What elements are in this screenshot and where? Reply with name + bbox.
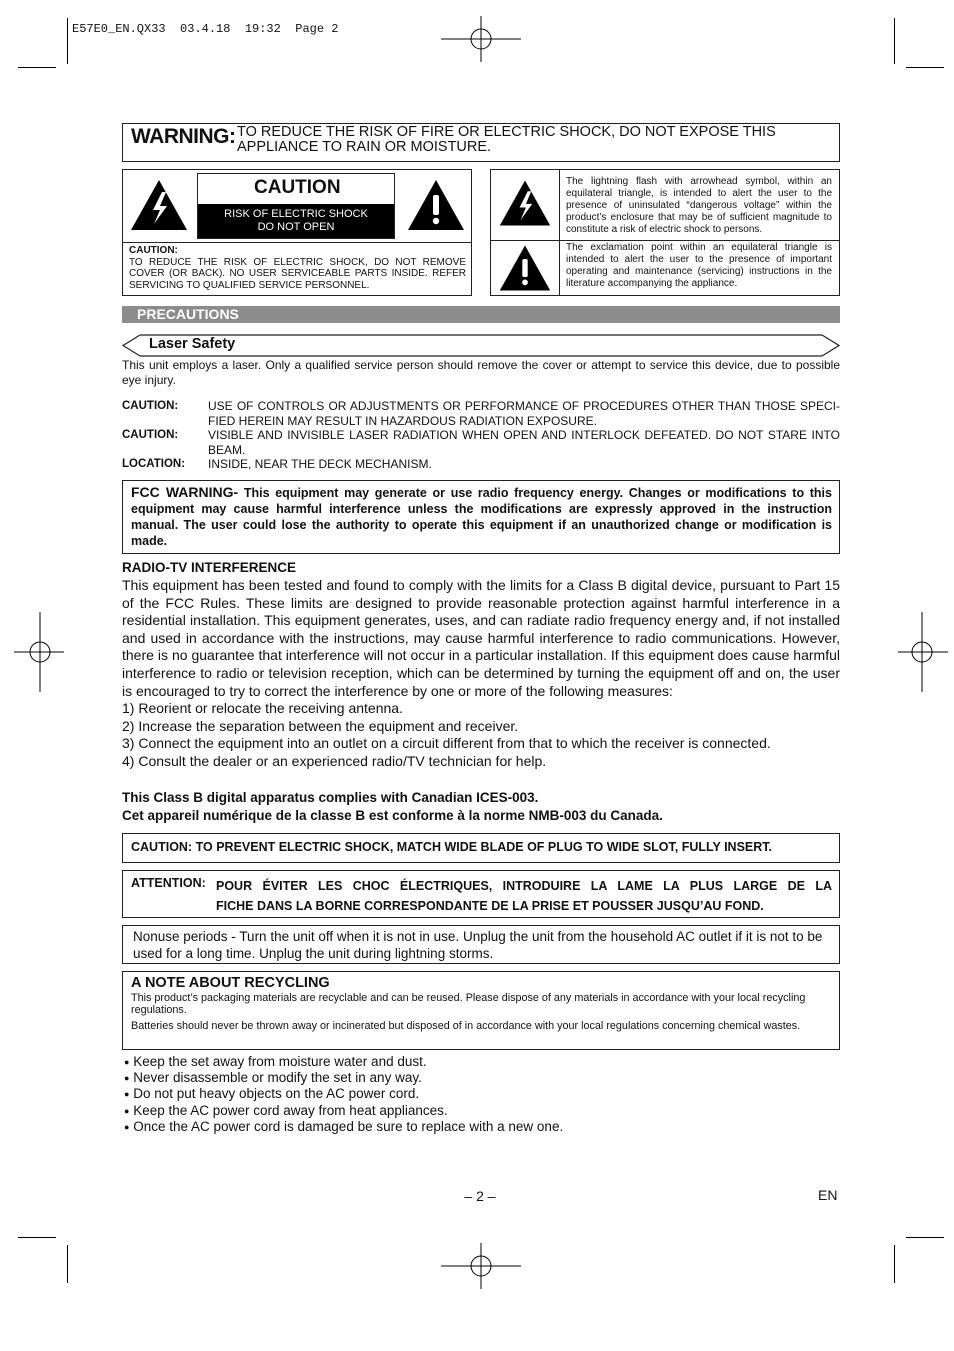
language-tag: EN bbox=[818, 1187, 838, 1203]
recycling-packaging: This product’s packaging materials are recyclable and can be reused. Please dispose of any materials in accordance with your local recycling regulations. bbox=[131, 992, 806, 1016]
lightning-cell bbox=[491, 170, 560, 240]
canada-line-en: This Class B digital apparatus complies with Canadian ICES-003. bbox=[122, 790, 539, 805]
caution-divider bbox=[123, 242, 471, 243]
plug-caution-box bbox=[122, 833, 840, 863]
plug-caution-label: CAUTION: bbox=[131, 840, 193, 854]
laser-item-text: VISIBLE AND INVISIBLE LASER RADIATION WHEN OPEN AND INTERLOCK DEFEATED. DO NOT STARE INTO BEAM. bbox=[208, 428, 840, 457]
radio-tv-step: 3) Connect the equipment into an outlet on a circuit different from that to which the receiver is connected. bbox=[122, 735, 771, 752]
laser-item bbox=[122, 428, 840, 457]
warning-line-1: TO REDUCE THE RISK OF FIRE OR ELECTRIC SHOCK, DO NOT EXPOSE THIS bbox=[237, 124, 776, 140]
laser-caution-list bbox=[122, 399, 840, 472]
exclamation-cell bbox=[491, 240, 560, 296]
exclamation-warning-icon bbox=[406, 178, 466, 232]
list-item: ● Keep the set away from moisture water and dust. bbox=[124, 1054, 427, 1069]
laser-intro: This unit employs a laser. Only a qualified service person should remove the cover or attempt to service this device, due to possible eye injury. bbox=[122, 358, 840, 387]
warning-line-2: APPLIANCE TO RAIN OR MOISTURE. bbox=[237, 139, 492, 155]
page-number: – 2 – bbox=[464, 1188, 496, 1204]
caution-note-title: CAUTION: bbox=[129, 245, 178, 256]
recycling-batteries: Batteries should never be thrown away or incinerated but disposed of in accordance with your local regulations concerning chemical wastes. bbox=[131, 1020, 801, 1032]
lightning-symbol-icon bbox=[498, 178, 552, 228]
caution-sub-2: DO NOT OPEN bbox=[257, 221, 335, 233]
fcc-warning-label: FCC WARNING- bbox=[131, 484, 239, 500]
laser-item-label: LOCATION: bbox=[122, 458, 186, 470]
canada-compliance bbox=[122, 789, 663, 825]
registration-mark-right bbox=[898, 612, 948, 692]
laser-item-label: CAUTION: bbox=[122, 400, 179, 412]
recycling-body bbox=[131, 992, 833, 1032]
laser-item-text: INSIDE, NEAR THE DECK MECHANISM. bbox=[208, 457, 432, 471]
list-item-text: Do not put heavy objects on the AC power cord. bbox=[133, 1086, 420, 1102]
lightning-warning-icon bbox=[129, 178, 189, 232]
fcc-warning-text bbox=[131, 484, 832, 549]
precautions-heading: PRECAUTIONS bbox=[122, 306, 840, 323]
laser-item bbox=[122, 457, 840, 472]
list-item: ● Do not put heavy objects on the AC power cord. bbox=[124, 1086, 420, 1102]
attention-label: ATTENTION: bbox=[131, 876, 206, 890]
caution-label-box bbox=[122, 169, 472, 296]
exclamation-explanation: The exclamation point within an equilateral triangle is intended to alert the user to the presence of important operating and maintenance (servicing) instructions in the literature accompanying the appliance. bbox=[566, 242, 832, 289]
list-item: ● Keep the AC power cord away from heat appliances. bbox=[124, 1102, 448, 1118]
safety-bullet-list bbox=[124, 1054, 840, 1135]
attention-box bbox=[122, 870, 840, 918]
attention-line-2: FICHE DANS LA BORNE CORRESPONDANTE DE LA PRISE ET POUSSER JUSQU’AU FOND. bbox=[216, 899, 764, 913]
laser-item-label: CAUTION: bbox=[122, 429, 179, 441]
warning-label: WARNING: bbox=[131, 125, 236, 148]
laser-item-text: USE OF CONTROLS OR ADJUSTMENTS OR PERFORMANCE OF PROCEDURES OTHER THAN THOSE SPECI-FIED HEREIN MAY RESULT IN HAZARDOUS RADIATION EXPOSURE. bbox=[208, 399, 840, 428]
attention-text bbox=[216, 876, 832, 916]
registration-mark-bottom bbox=[441, 1243, 521, 1289]
plug-caution-text bbox=[131, 840, 836, 854]
attention-line-1: POUR ÉVITER LES CHOC ÉLECTRIQUES, INTRODUIRE LA LAME LA PLUS LARGE DE LA bbox=[216, 879, 832, 893]
laser-safety-heading: Laser Safety bbox=[149, 336, 236, 352]
radio-tv-step: 1) Reorient or relocate the receiving antenna. bbox=[122, 700, 403, 716]
fcc-warning-body: This equipment may generate or use radio frequency energy. Changes or modifications to this equipment may cause harmful interference unless the modifications are expressly approved in the instruction manual. The user could lose the authority to operate this equipment if an unauthorized change or modification is made. bbox=[131, 486, 832, 548]
recycling-box bbox=[122, 971, 840, 1050]
canada-line-fr: Cet appareil numérique de la classe B est conforme à la norme NMB-003 du Canada. bbox=[122, 808, 663, 823]
nonuse-text: Nonuse periods - Turn the unit off when it is not in use. Unplug the unit from the household AC outlet if it is not to be used for a long time. Unplug the unit during lightning storms. bbox=[133, 929, 823, 961]
radio-tv-heading: RADIO-TV INTERFERENCE bbox=[122, 560, 297, 575]
lightning-explanation: The lightning flash with arrowhead symbol, within an equilateral triangle, is intended to alert the user to the presence of uninsulated “dangerous voltage” within the product’s enclosure that may be of sufficient magnitude to constitute a risk of electric shock to persons. bbox=[566, 176, 832, 235]
caution-title: CAUTION bbox=[254, 177, 341, 198]
nonuse-box bbox=[122, 925, 840, 964]
recycling-heading: A NOTE ABOUT RECYCLING bbox=[131, 975, 330, 991]
radio-tv-step: 2) Increase the separation between the equipment and receiver. bbox=[122, 717, 519, 734]
warning-text bbox=[237, 125, 833, 155]
registration-mark-top bbox=[441, 16, 521, 62]
radio-tv-step: 4) Consult the dealer or an experienced radio/TV technician for help. bbox=[122, 752, 547, 769]
list-item-text: Keep the set away from moisture water and dust. bbox=[133, 1054, 427, 1069]
list-item: ● Never disassemble or modify the set in any way. bbox=[124, 1070, 422, 1086]
fcc-warning-box bbox=[122, 480, 840, 554]
caution-note-body: TO REDUCE THE RISK OF ELECTRIC SHOCK, DO NOT REMOVE COVER (OR BACK). NO USER SERVICEABLE PARTS INSIDE. REFER SERVICING TO QUALIFIED SERVICE PERSONNEL. bbox=[129, 256, 466, 291]
radio-tv-steps bbox=[122, 700, 840, 770]
symbols-box bbox=[490, 169, 840, 296]
list-item-text: Never disassemble or modify the set in any way. bbox=[133, 1070, 422, 1086]
caution-note bbox=[129, 245, 466, 291]
caution-sticker bbox=[197, 173, 395, 239]
list-item: ● Once the AC power cord is damaged be sure to replace with a new one. bbox=[124, 1118, 564, 1134]
caution-sticker-band bbox=[198, 204, 394, 238]
exclamation-symbol-icon bbox=[498, 243, 552, 293]
laser-item bbox=[122, 399, 840, 428]
list-item-text: Once the AC power cord is damaged be sure to replace with a new one. bbox=[133, 1118, 564, 1134]
print-slug: E57E0_EN.QX33 03.4.18 19:32 Page 2 bbox=[72, 22, 339, 36]
registration-mark-left bbox=[14, 612, 64, 692]
radio-tv-body: This equipment has been tested and found to comply with the limits for a Class B digital device, pursuant to Part 15 of the FCC Rules. These limits are designed to provide reasonable protection against harmful interference in a residential installation. This equipment generates, uses, and can radiate radio frequency energy and, if not installed and used in accordance with the instructions, may cause harmful interference to radio communications. However, there is no guarantee that interference will not occur in a particular installation. If this equipment does cause harmful interference to radio or television reception, which can be determined by turning the equipment off and on, the user is encouraged to try to correct the interference by one or more of the following measures: bbox=[122, 577, 840, 699]
plug-caution-body: TO PREVENT ELECTRIC SHOCK, MATCH WIDE BLADE OF PLUG TO WIDE SLOT, FULLY INSERT. bbox=[195, 840, 773, 854]
list-item-text: Keep the AC power cord away from heat appliances. bbox=[133, 1102, 448, 1118]
caution-sub-1: RISK OF ELECTRIC SHOCK bbox=[224, 208, 368, 220]
warning-box bbox=[122, 123, 840, 162]
